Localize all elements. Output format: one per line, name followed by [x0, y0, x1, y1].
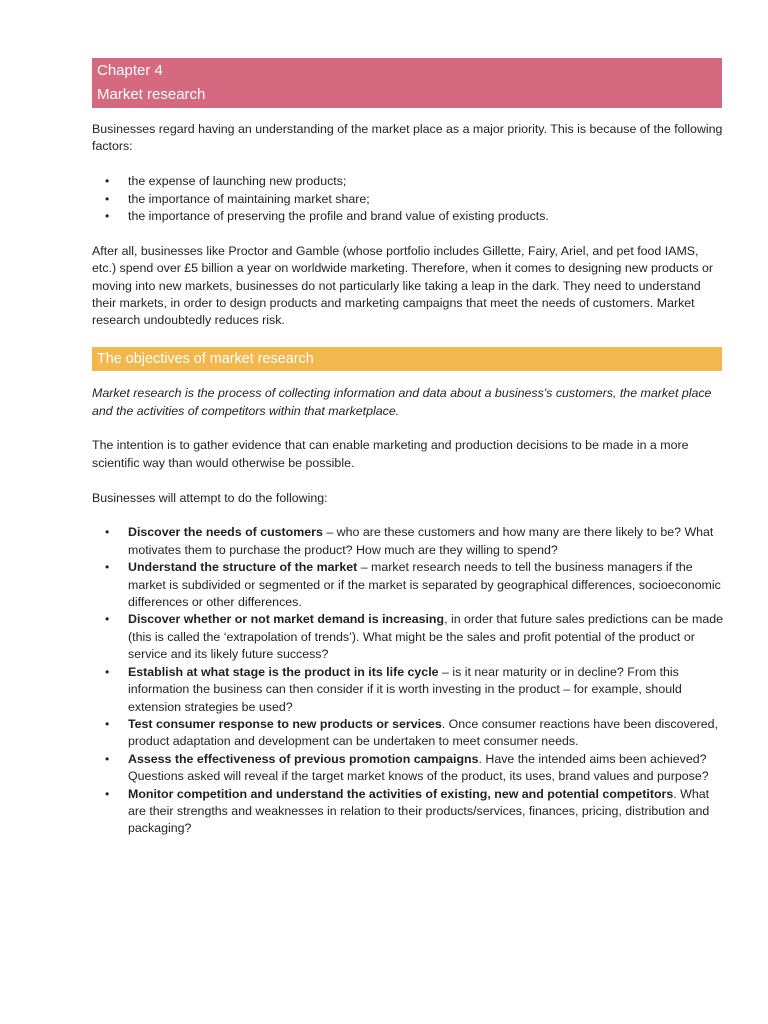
chapter-title: Market research [97, 86, 206, 103]
objective-heading: Discover whether or not market demand is increasing [128, 612, 445, 627]
factors-list [92, 173, 726, 225]
intention-paragraph: The intention is to gather evidence that can enable marketing and production decisions to be made in a more scientific way than would otherwise be possible. [92, 438, 689, 470]
objective-heading: Monitor competition and understand the activities of existing, new and potential competitors [128, 786, 674, 801]
lead-paragraph: Businesses will attempt to do the following: [92, 490, 328, 505]
objective-text: – who are these customers and how many are there likely to be? What motivates them to purchase the product? How much are they willing to spend? [128, 525, 714, 557]
objective-text: – market research needs to tell the business managers if the market is subdivided or segmented or if the market is separated by geographical differences, socioeconomic differences or other differences. [128, 560, 721, 610]
objective-heading: Test consumer response to new products or services [128, 716, 442, 731]
factor-item: • the importance of preserving the profile and brand value of existing products. [128, 208, 726, 225]
objective-item [128, 716, 726, 751]
objective-text: , in order that future sales predictions can be made (this is called the ‘extrapolation of trends’). What might be the sales and profit potential of the product or service and its likely future success? [128, 612, 724, 662]
chapter-banner [92, 58, 722, 108]
objective-text: . What are their strengths and weaknesses in relation to their products/services, finances, pricing, distribution and packaging? [128, 786, 710, 836]
objective-heading: Establish at what stage is the product in its life cycle [128, 664, 439, 679]
objectives-list [92, 524, 726, 837]
objective-heading: Understand the structure of the market [128, 560, 358, 575]
context-paragraph: After all, businesses like Proctor and Gamble (whose portfolio includes Gillette, Fairy, Ariel, and pet food IAMS, etc.) spend over £5 billion a year on worldwide marketing. Therefore, when it comes to designing new products or moving into new markets, businesses do not particularly like taking a leap in the dark. They need to understand their markets, in order to design products and marketing campaigns that meet the needs of customers. Market research undoubtedly reduces risk. [92, 243, 714, 328]
factor-item: • the importance of maintaining market share; [128, 191, 726, 208]
intro-paragraph: Businesses regard having an understanding of the market place as a major priority. This is because of the following factors: [92, 122, 723, 154]
factor-item: • the expense of launching new products; [128, 173, 726, 190]
chapter-number: Chapter 4 [97, 62, 163, 79]
objective-item [128, 751, 726, 786]
objective-heading: Assess the effectiveness of previous promotion campaigns [128, 751, 479, 766]
objective-heading: Discover the needs of customers [128, 525, 323, 540]
objective-item [128, 611, 726, 663]
objective-item [128, 524, 726, 559]
objective-text: . Have the intended aims been achieved? Questions asked will reveal if the target market knows of the product, its uses, brand values and purpose? [128, 751, 709, 784]
objective-item [128, 559, 726, 611]
section-heading: The objectives of market research [92, 347, 722, 371]
objective-text: . Once consumer reactions have been discovered, product adaptation and development can be undertaken to meet consumer needs. [128, 716, 718, 749]
objective-item [128, 786, 726, 838]
body-content [92, 121, 726, 855]
objective-item [128, 664, 726, 716]
objective-text: – is it near maturity or in decline? From this information the business can then consider if it is worth investing in the product – for example, should extension strategies be used? [128, 664, 682, 714]
definition-paragraph: Market research is the process of collecting information and data about a business's customers, the market place and the activities of competitors within that marketplace. [92, 386, 712, 418]
